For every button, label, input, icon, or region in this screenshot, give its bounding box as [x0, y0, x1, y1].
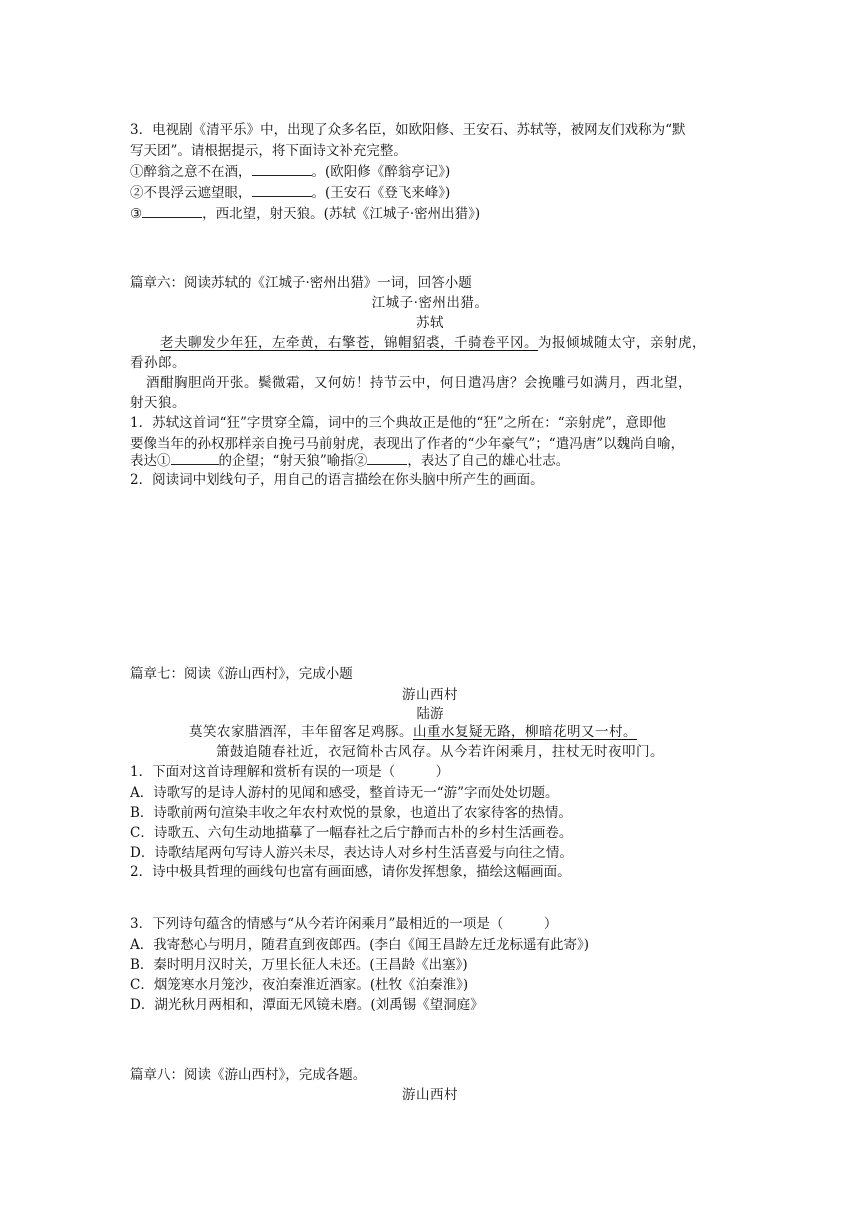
q3-item3-prefix: ③ — [130, 206, 143, 222]
q3-item3 — [130, 204, 480, 224]
chapter7-poem-title: 游山西村 — [402, 687, 458, 703]
chapter7-q1-option-d: D．诗歌结尾两句写诗人游兴未尽，表达诗人对乡村生活喜爱与向往之情。 — [130, 845, 573, 861]
chapter7-poem-line1 — [189, 722, 637, 742]
chapter6-q1-line3 — [130, 451, 569, 471]
chapter6-q1-text-a: 表达 — [130, 453, 157, 469]
q3-item3-source: ，西北望，射天狼。(苏轼《江城子·密州出猎》) — [202, 206, 481, 222]
q3-stem-line1: 3．电视剧《清平乐》中，出现了众多名臣，如欧阳修、王安石、苏轼等，被网友们戏称为“默 — [130, 122, 686, 138]
chapter6-q1-text-c: ，表达了自己的雄心壮志。 — [407, 453, 570, 469]
chapter7-heading: 篇章七：阅读《游山西村》，完成小题 — [130, 666, 353, 682]
chapter6-blank-marker-2: ② — [353, 453, 368, 469]
chapter6-poem-line4: 射天狼。 — [130, 395, 186, 411]
q3-item3-blank — [142, 204, 202, 218]
chapter6-poem-author: 苏轼 — [416, 315, 444, 331]
q3-item2-source: 。(王安石《登飞来峰》) — [311, 185, 451, 201]
q3-stem-line2: 写天团”。请根据提示，将下面诗文补充完整。 — [130, 143, 407, 159]
chapter7-q2: 2．诗中极具哲理的画线句也富有画面感，请你发挥想象，描绘这幅画面。 — [130, 864, 571, 880]
chapter7-q3-option-c: C．烟笼寒水月笼沙，夜泊秦淮近酒家。(杜牧《泊秦淮》) — [130, 977, 469, 993]
chapter7-q1-option-a: A．诗歌写的是诗人游村的见闻和感受，整首诗无一“游”字而处处切题。 — [130, 785, 559, 801]
chapter6-q1-line2: 要像当年的孙权那样亲自挽弓马前射虎，表现出了作者的“少年豪气”；“遣冯唐”以魏尚自喻， — [130, 436, 685, 452]
chapter6-blank-1 — [171, 451, 219, 465]
chapter6-poem-title: 江城子·密州出猎。 — [371, 295, 489, 311]
chapter7-q3-stem: 3．下列诗句蕴含的情感与“从今若许闲乘月”最相近的一项是（ ） — [130, 916, 558, 932]
q3-item1-blank — [252, 162, 312, 176]
chapter6-poem-line1 — [160, 333, 706, 353]
chapter7-q1-option-c: C．诗歌五、六句生动地描摹了一幅春社之后宁静而古朴的乡村生活画卷。 — [130, 825, 573, 841]
q3-item2-blank — [252, 183, 312, 197]
chapter6-blank-marker-1: ① — [157, 453, 171, 469]
q3-item1 — [130, 162, 450, 182]
q3-item2-prefix: ②不畏浮云遮望眼， — [130, 185, 252, 201]
chapter6-blank-2 — [367, 451, 407, 465]
chapter7-poem-line2: 箫鼓追随春社近，衣冠简朴古风存。从今若许闲乘月，拄杖无时夜叩门。 — [216, 744, 664, 760]
chapter7-underlined-sentence: 山重水复疑无路，柳暗花明又一村。 — [413, 724, 637, 740]
chapter6-poem-line1-rest: 为报倾城随太守，亲射虎， — [538, 335, 706, 351]
chapter7-q1-stem: 1．下面对这首诗理解和赏析有误的一项是（ ） — [130, 764, 450, 780]
chapter6-q1-line1: 1．苏轼这首词“狂”字贯穿全篇，词中的三个典故正是他的“狂”之所在：“亲射虎”，意即他 — [130, 415, 666, 431]
chapter6-poem-line3: 酒酣胸胆尚开张。鬓微霜，又何妨！持节云中，何日遣冯唐？会挽雕弓如满月，西北望， — [146, 375, 692, 391]
chapter6-heading: 篇章六：阅读苏轼的《江城子·密州出猎》一词，回答小题 — [130, 275, 472, 291]
q3-item1-prefix: ①醉翁之意不在酒， — [130, 164, 252, 180]
chapter8-heading: 篇章八：阅读《游山西村》，完成各题。 — [130, 1067, 367, 1083]
chapter6-poem-line2: 看孙郎。 — [130, 355, 186, 371]
chapter7-poem-author: 陆游 — [416, 706, 444, 722]
chapter6-q1-text-b: 的企望；“射天狼”喻指 — [218, 453, 354, 469]
chapter7-q1-option-b: B．诗歌前两句渲染丰收之年农村欢悦的景象，也道出了农家待客的热情。 — [130, 805, 572, 821]
chapter7-q3-option-d: D．湖光秋月两相和，潭面无风镜未磨。(刘禹锡《望洞庭》 — [130, 997, 484, 1013]
q3-item2 — [130, 183, 450, 203]
chapter6-q2: 2．阅读词中划线句子，用自己的语言描绘在你头脑中所产生的画面。 — [130, 472, 544, 488]
q3-item1-source: 。(欧阳修《醉翁亭记》) — [311, 164, 451, 180]
chapter6-underlined-sentence: 老夫聊发少年狂，左牵黄，右擎苍，锦帽貂裘，千骑卷平冈。 — [160, 335, 538, 351]
chapter7-poem-line1-a: 莫笑农家腊酒浑，丰年留客足鸡豚。 — [189, 724, 413, 740]
chapter7-q3-option-b: B．秦时明月汉时关，万里长征人未还。(王昌龄《出塞》) — [130, 957, 468, 973]
chapter8-poem-title: 游山西村 — [402, 1087, 458, 1103]
chapter7-q3-option-a: A．我寄愁心与明月，随君直到夜郎西。(李白《闻王昌龄左迁龙标遥有此寄》) — [130, 937, 590, 953]
